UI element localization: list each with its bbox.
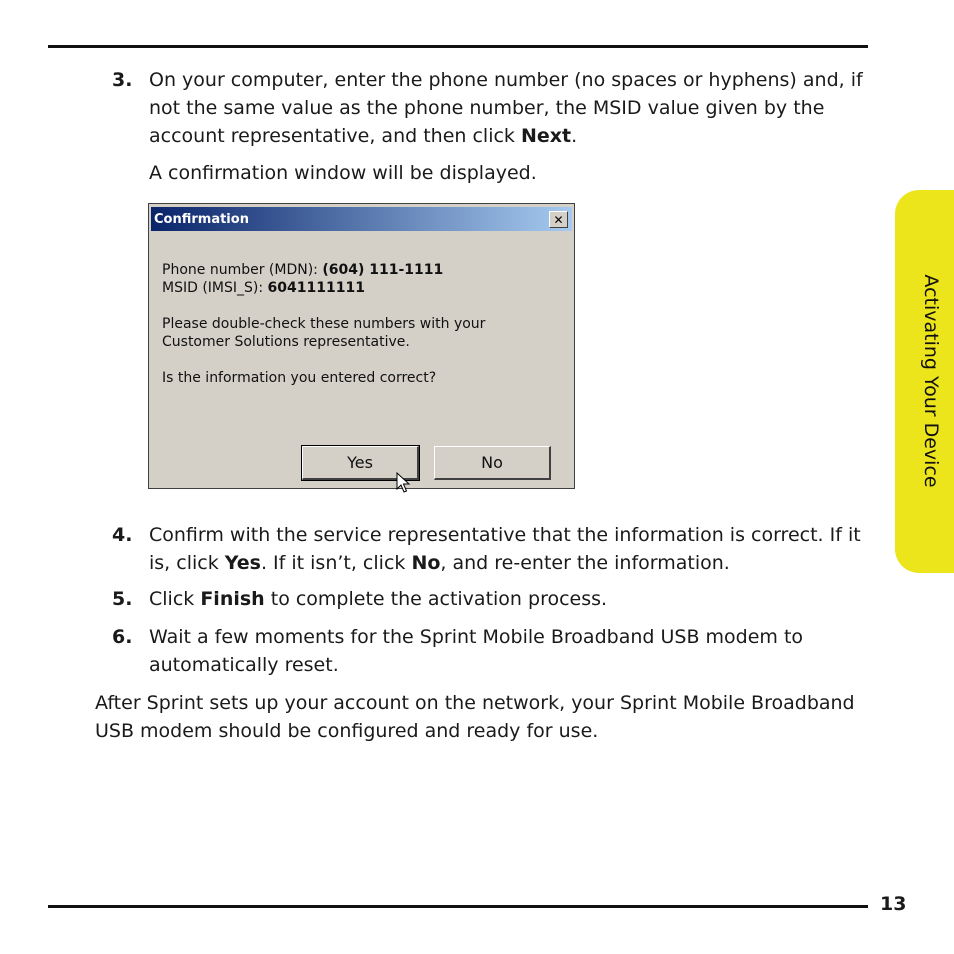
msid-value: 6041111111	[267, 280, 365, 296]
page-number: 13	[880, 893, 907, 915]
no-button[interactable]: No	[434, 446, 551, 480]
top-rule	[48, 45, 868, 48]
confirmation-dialog	[148, 203, 575, 489]
yes-button[interactable]: Yes	[302, 446, 419, 480]
dialog-titlebar	[151, 207, 572, 231]
no-emphasis: No	[411, 552, 441, 574]
mouse-cursor-icon	[396, 472, 412, 494]
finish-emphasis: Finish	[200, 588, 265, 610]
next-emphasis: Next	[520, 125, 572, 147]
msid-line: MSID (IMSI_S): 6041111111	[162, 280, 365, 296]
closing-paragraph: After Sprint sets up your account on the network, your Sprint Mobile Broadband USB modem should be configured and ready for use.	[95, 692, 855, 742]
yes-emphasis: Yes	[224, 552, 261, 574]
confirmation-note: A confirmation window will be displayed.	[149, 162, 537, 184]
step-text: On your computer, enter the phone number (no spaces or hyphens) and, if not the same value as the phone number, the MSID value given by the account representative, and then click Next.	[149, 69, 863, 147]
check-message-line-1: Please double-check these numbers with your	[162, 316, 486, 332]
step-text: Click Finish to complete the activation process.	[149, 588, 608, 610]
step-number: 5.	[112, 588, 133, 610]
step-number: 4.	[112, 524, 133, 546]
step-5	[112, 585, 882, 613]
step-text: Wait a few moments for the Sprint Mobile Broadband USB modem to automatically reset.	[149, 626, 804, 676]
step-text: Confirm with the service representative that the information is correct. If it is, click Yes. If it isn’t, click No, and re-enter the information.	[149, 524, 861, 574]
phone-number-value: (604) 111-1111	[322, 262, 444, 278]
check-message-line-2: Customer Solutions representative.	[162, 334, 410, 350]
step-4	[112, 521, 882, 577]
dialog-title: Confirmation	[154, 212, 249, 227]
step-3	[112, 66, 882, 150]
question-text: Is the information you entered correct?	[162, 370, 437, 386]
phone-number-line: Phone number (MDN): (604) 111-1111	[162, 262, 444, 278]
step-number: 3.	[112, 69, 133, 91]
step-number: 6.	[112, 626, 133, 648]
side-tab-label: Activating Your Device	[920, 274, 942, 488]
bottom-rule	[48, 905, 868, 908]
step-6	[112, 623, 832, 679]
close-icon[interactable]: ✕	[549, 211, 568, 228]
